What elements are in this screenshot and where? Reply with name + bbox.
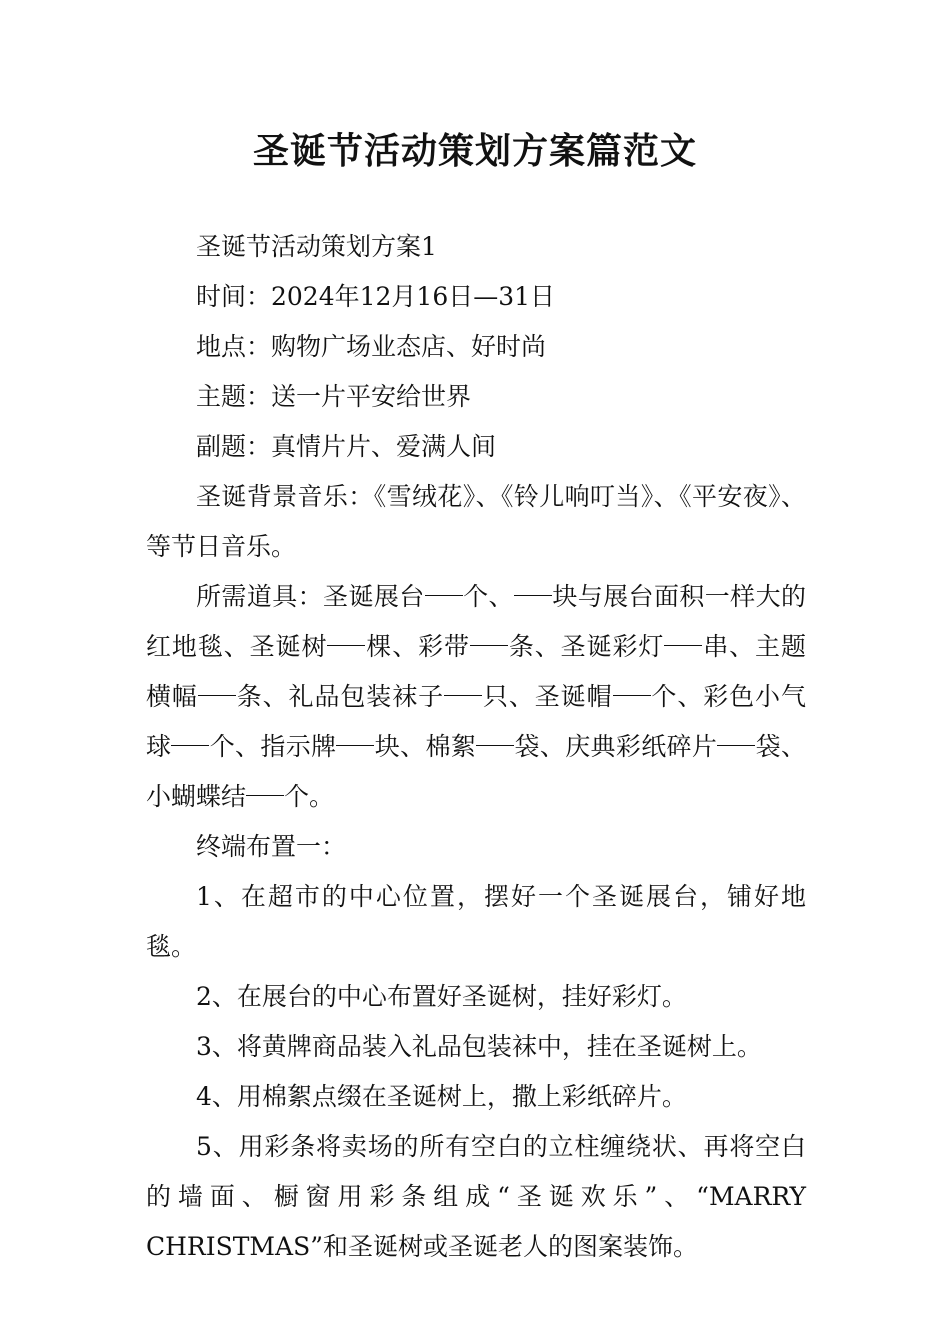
paragraph-time: 时间：2024年12月16日—31日: [196, 282, 556, 311]
props-text: 棵、彩带: [365, 632, 470, 661]
paragraph-location: 地点：购物广场业态店、好时尚: [196, 332, 547, 361]
fill-blank: [514, 595, 552, 596]
fill-blank: [476, 745, 514, 746]
paragraph-layout-step-4: 4、用棉絮点缀在圣诞树上，撒上彩纸碎片。: [196, 1082, 687, 1111]
document-title: 圣诞节活动策划方案篇范文: [252, 130, 697, 172]
document-body: [146, 222, 806, 1272]
props-text: 所需道具：圣诞展台: [196, 582, 425, 611]
paragraph-layout-step-3: 3、将黄牌商品装入礼品包装袜中，挂在圣诞树上。: [196, 1032, 762, 1061]
paragraph-subtitle: 副题：真情片片、爱满人间: [196, 432, 497, 461]
fill-blank: [664, 645, 702, 646]
fill-blank: [717, 745, 755, 746]
paragraph-theme: 主题：送一片平安给世界: [196, 382, 472, 411]
fill-blank: [336, 745, 374, 746]
props-text: 个、彩色小气球: [146, 682, 806, 761]
fill-blank: [246, 795, 284, 796]
props-text: 个、: [462, 582, 514, 611]
paragraph-layout-step-5: 5、用彩条将卖场的所有空白的立柱缠绕状、再将空白的墙面、橱窗用彩条组成“圣诞欢乐”、“MARRY CHRISTMAS”和圣诞树或圣诞老人的图案装饰。: [146, 1132, 806, 1261]
props-text: 袋、小蝴蝶结: [146, 732, 806, 811]
fill-blank: [425, 595, 463, 596]
paragraph-background-music: 圣诞背景音乐：《雪绒花》、《铃儿响叮当》、《平安夜》、等节日音乐。: [146, 482, 806, 561]
props-text: 个。: [284, 782, 335, 811]
fill-blank: [444, 695, 482, 696]
props-text: 袋、庆典彩纸碎片: [514, 732, 718, 761]
props-text: 个、指示牌: [209, 732, 337, 761]
paragraph-plan-heading: 圣诞节活动策划方案1: [196, 232, 437, 261]
props-text: 块与展台面积一样大的红地毯、圣诞树: [146, 582, 806, 661]
paragraph-layout-step-2: 2、在展台的中心布置好圣诞树，挂好彩灯。: [196, 982, 687, 1011]
paragraph-layout-heading: 终端布置一：: [196, 832, 347, 861]
paragraph-layout-step-1: 1、在超市的中心位置，摆好一个圣诞展台，铺好地毯。: [146, 882, 806, 961]
fill-blank: [470, 645, 508, 646]
props-text: 块、棉絮: [374, 732, 477, 761]
fill-blank: [171, 745, 209, 746]
fill-blank: [327, 645, 365, 646]
props-text: 只、圣诞帽: [482, 682, 613, 711]
paragraph-props: [146, 572, 806, 822]
fill-blank: [198, 695, 236, 696]
props-text: 条、圣诞彩灯: [507, 632, 665, 661]
fill-blank: [613, 695, 651, 696]
props-text: 条、礼品包装袜子: [235, 682, 445, 711]
props-text: 串、主题横幅: [146, 632, 806, 711]
